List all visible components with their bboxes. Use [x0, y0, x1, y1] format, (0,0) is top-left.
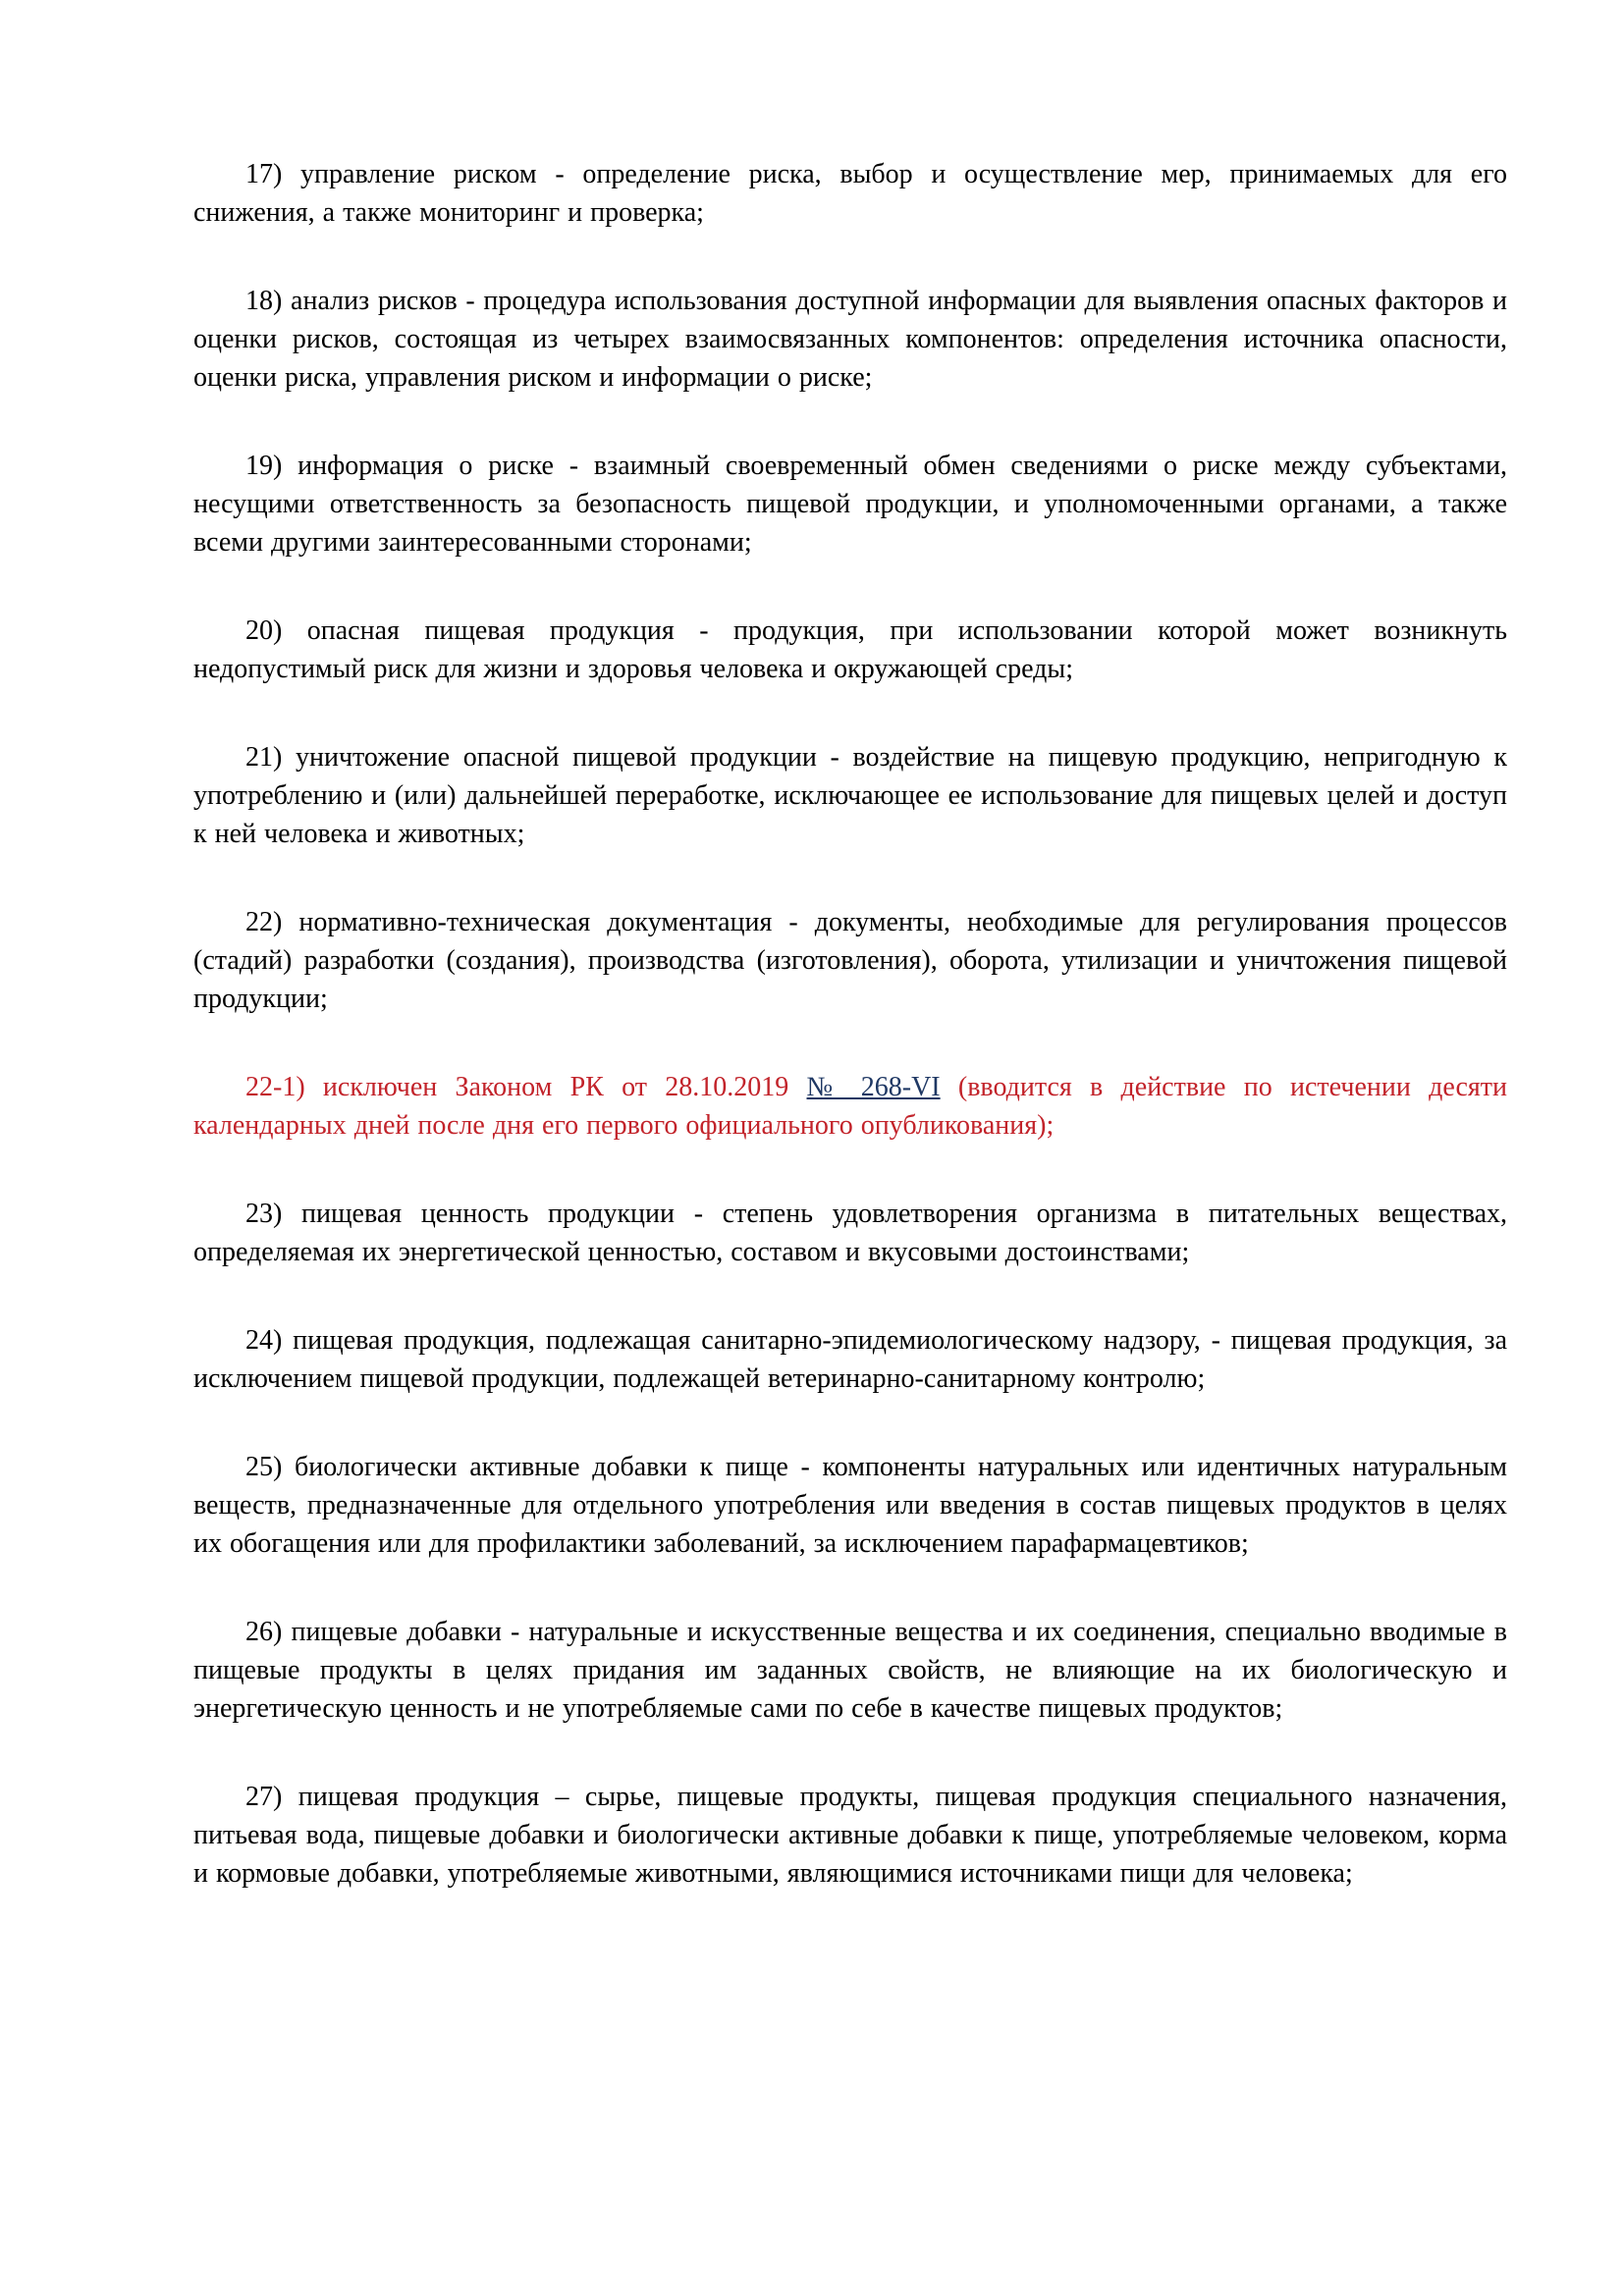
paragraph-21: 21) уничтожение опасной пищевой продукции - воздействие на пищевую продукцию, непригодную к употреблению и (или) дальнейшей переработке, исключающее ее использование для пищевых целей и доступ к ней человека и животных; [193, 742, 1507, 849]
paragraph-18: 18) анализ рисков - процедура использования доступной информации для выявления опасных факторов и оценки рисков, состоящая из четырех взаимосвязанных компонентов: определения источника опасности, оценки риска, управления риском и информации о риске; [193, 286, 1507, 393]
paragraph-20: 20) опасная пищевая продукция - продукция, при использовании которой может возникнуть недопустимый риск для жизни и здоровья человека и окружающей среды; [193, 615, 1507, 684]
amendment-post-text: (вводится в действие по истечении десяти календарных дней после дня его первого официального опубликования); [193, 1072, 1507, 1141]
law-268-vi-link[interactable]: № 268-VI [806, 1072, 941, 1102]
paragraph-19: 19) информация о риске - взаимный своевременный обмен сведениями о риске между субъектами, несущими ответственность за безопасность пищевой продукции, и уполномоченными органами, а также всеми другими заинтересованными сторонами; [193, 451, 1507, 558]
paragraph-17: 17) управление риском - определение риска, выбор и осуществление мер, принимаемых для его снижения, а также мониторинг и проверка; [193, 159, 1507, 228]
paragraph-23: 23) пищевая ценность продукции - степень удовлетворения организма в питательных веществах, определяемая их энергетической ценностью, составом и вкусовыми достоинствами; [193, 1199, 1507, 1267]
paragraph-27: 27) пищевая продукция – сырье, пищевые продукты, пищевая продукция специального назначения, питьевая вода, пищевые добавки и биологически активные добавки к пище, употребляемые человеком, корма и кормовые добавки, употребляемые животными, являющимися источниками пищи для человека; [193, 1782, 1507, 1889]
paragraph-26: 26) пищевые добавки - натуральные и искусственные вещества и их соединения, специально вводимые в пищевые продукты в целях придания им заданных свойств, не влияющие на их биологическую и энергетическую ценность и не употребляемые сами по себе в качестве пищевых продуктов; [193, 1617, 1507, 1724]
amendment-pre-text: 22-1) исключен Законом РК от 28.10.2019 [245, 1072, 807, 1102]
paragraph-25: 25) биологически активные добавки к пище - компоненты натуральных или идентичных натуральным веществ, предназначенные для отдельного употребления или введения в состав пищевых продуктов в целях их обогащения или для профилактики заболеваний, за исключением парафармацевтиков; [193, 1452, 1507, 1559]
paragraph-22: 22) нормативно-техническая документация - документы, необходимые для регулирования процессов (стадий) разработки (создания), производства (изготовления), оборота, утилизации и уничтожения пищевой продукции; [193, 907, 1507, 1014]
paragraph-22-1-amendment [193, 1068, 1507, 1145]
paragraph-24: 24) пищевая продукция, подлежащая санитарно-эпидемиологическому надзору, - пищевая продукция, за исключением пищевой продукции, подлежащей ветеринарно-санитарному контролю; [193, 1325, 1507, 1394]
